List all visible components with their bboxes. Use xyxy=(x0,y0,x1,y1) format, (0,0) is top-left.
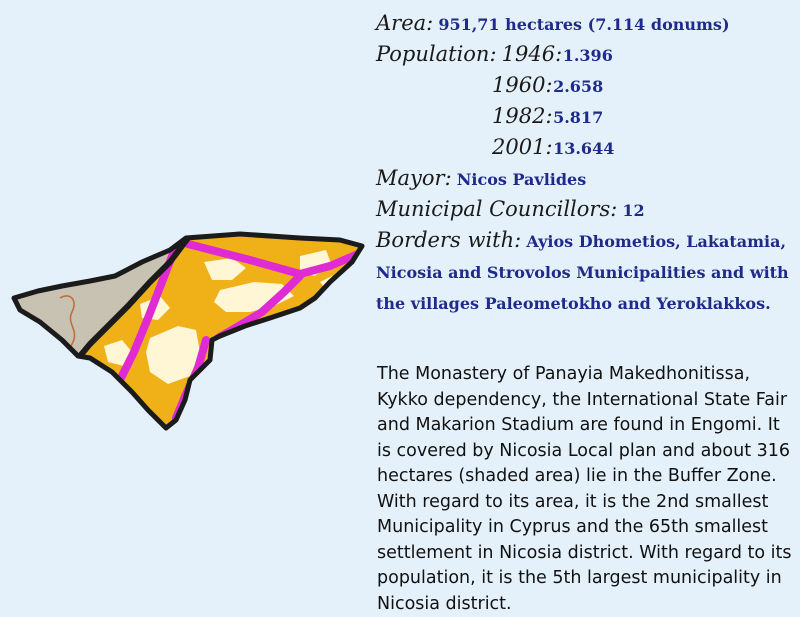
borders-label: Borders with: xyxy=(376,228,522,252)
engomi-municipality-map xyxy=(0,220,370,450)
population-row-1946 xyxy=(376,39,796,70)
population-year: 2001: xyxy=(492,135,553,159)
population-row-1960 xyxy=(376,70,796,101)
councillors-value: 12 xyxy=(622,201,645,220)
population-row-1982 xyxy=(376,101,796,132)
population-value: 13.644 xyxy=(553,139,615,158)
population-year: 1946: xyxy=(501,42,563,66)
population-year: 1960: xyxy=(492,73,553,97)
mayor-label: Mayor: xyxy=(376,166,452,190)
population-row-2001 xyxy=(376,132,796,163)
area-row xyxy=(376,8,796,39)
population-value: 2.658 xyxy=(553,77,604,96)
mayor-row xyxy=(376,163,796,194)
population-value: 5.817 xyxy=(553,108,604,127)
councillors-label: Municipal Councillors: xyxy=(376,197,618,221)
population-value: 1.396 xyxy=(562,46,613,65)
population-year: 1982: xyxy=(492,104,553,128)
borders-block xyxy=(376,225,796,319)
municipality-description: The Monastery of Panayia Makedhonitissa, Kykko dependency, the International State Fair and Makarion Stadium are found in Engomi. It is covered by Nicosia Local plan and about 316 hectares (shaded area) lie in the Buffer Zone. With regard to its area, it is the 2nd smallest Municipality in Cyprus and the 65th smallest settlement in Nicosia district. With regard to its population, it is the 5th largest municipality in Nicosia district. xyxy=(377,364,792,614)
population-label: Population: xyxy=(376,42,497,66)
borders-value: Ayios Dhometios, Lakatamia, Nicosia and Strovolos Municipalities and with the villages Paleometokho and Yeroklakkos. xyxy=(376,232,789,313)
area-label: Area: xyxy=(376,11,434,35)
mayor-value: Nicos Pavlides xyxy=(456,170,587,189)
area-value: 951,71 hectares (7.114 donums) xyxy=(438,15,730,34)
councillors-row xyxy=(376,194,796,225)
municipality-info-panel xyxy=(376,8,796,319)
